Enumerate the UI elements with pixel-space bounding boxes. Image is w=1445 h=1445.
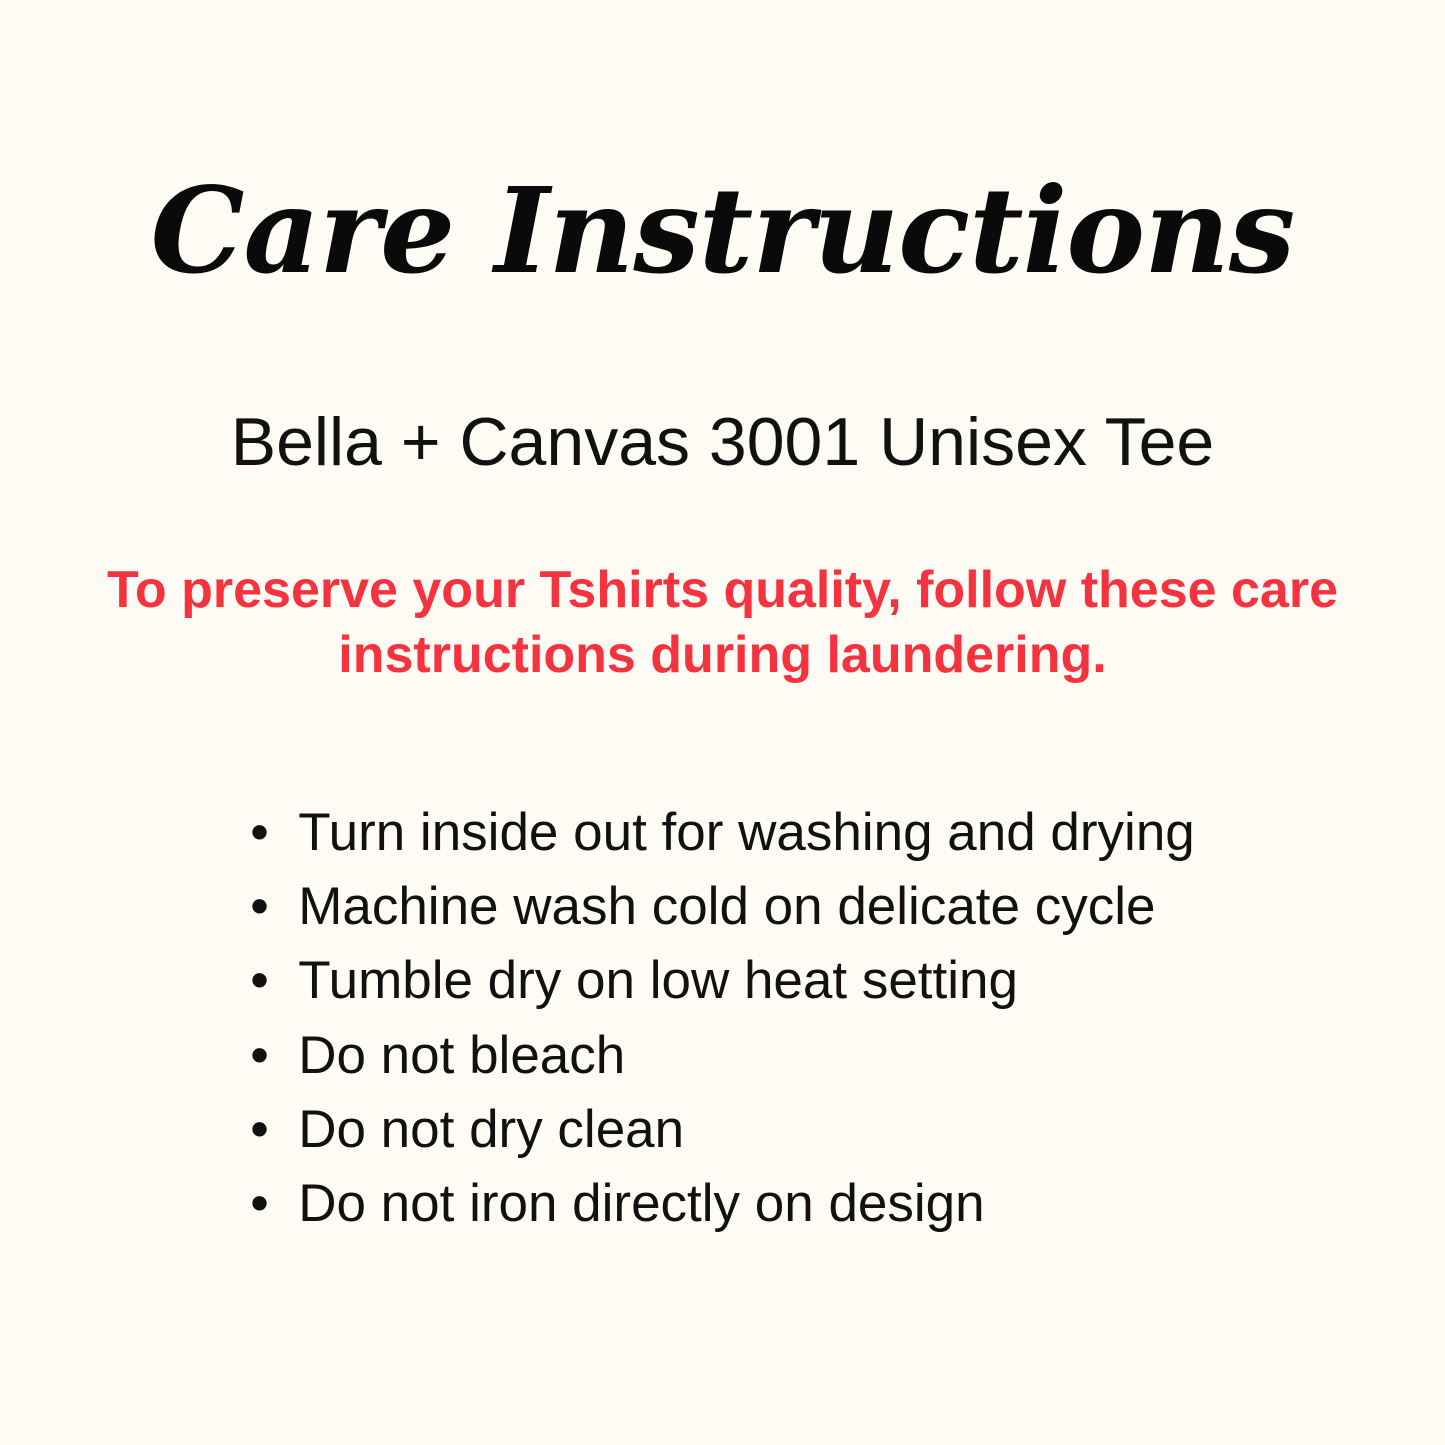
list-item [250,1167,1195,1241]
care-notice: To preserve your Tshirts quality, follow these care instructions during laundering. [106,561,1338,684]
list-item-label: Turn inside out for washing and drying [298,803,1195,862]
list-item [250,1093,1195,1167]
list-item-label: Do not bleach [298,1025,626,1085]
list-item-label: Do not dry clean [298,1099,685,1159]
bullet-icon: • [250,1173,269,1233]
bullet-icon: • [250,1025,269,1085]
list-item [250,944,1195,1018]
product-name: Bella + Canvas 3001 Unisex Tee [230,404,1215,480]
list-item-label: Tumble dry on low heat setting [298,951,1018,1011]
list-item [250,796,1195,870]
page-title: Care Instructions [150,161,1295,300]
care-instructions-list [250,796,1195,1241]
bullet-icon: • [250,951,269,1011]
list-item [250,1019,1195,1093]
care-list-container [0,688,1445,1241]
list-item-label: Machine wash cold on delicate cycle [298,877,1156,937]
bullet-icon: • [250,1099,269,1159]
bullet-icon: • [250,877,269,937]
bullet-icon: • [250,803,269,862]
list-item [250,870,1195,944]
list-item-label: Do not iron directly on design [298,1173,985,1233]
